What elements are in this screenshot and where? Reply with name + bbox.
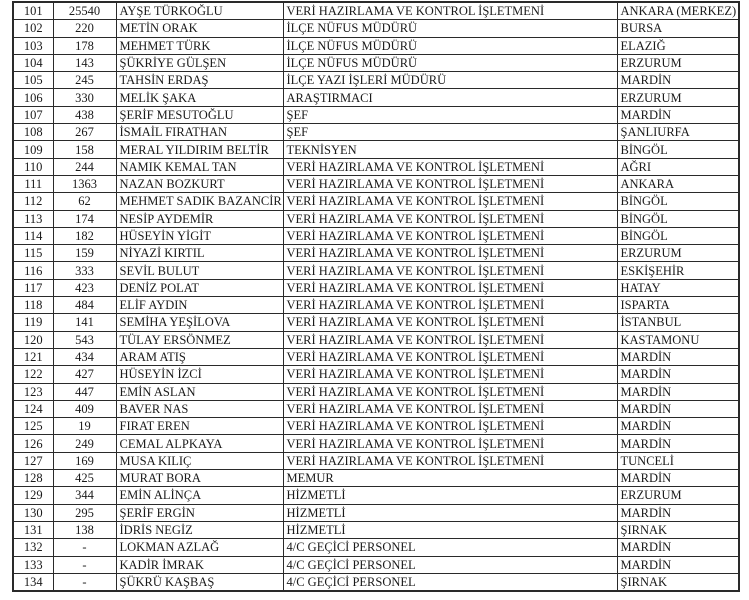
location-cell: MARDİN [617, 383, 739, 400]
job-title-cell: VERİ HAZIRLAMA VE KONTROL İŞLETMENİ [283, 366, 617, 383]
personnel-table [12, 1, 740, 592]
row-number-cell: 129 [13, 487, 53, 504]
full-name-cell: SEMİHA YEŞİLOVA [116, 314, 283, 331]
location-cell: BİNGÖL [617, 193, 739, 210]
location-cell: İSTANBUL [617, 314, 739, 331]
job-title-cell: ŞEF [283, 124, 617, 141]
job-title-cell: VERİ HAZIRLAMA VE KONTROL İŞLETMENİ [283, 279, 617, 296]
table-row [13, 366, 739, 383]
location-cell: ISPARTA [617, 297, 739, 314]
registry-number-cell: 178 [53, 37, 116, 54]
location-cell: MARDİN [617, 435, 739, 452]
full-name-cell: SEVİL BULUT [116, 262, 283, 279]
row-number-cell: 104 [13, 54, 53, 71]
registry-number-cell: 19 [53, 418, 116, 435]
job-title-cell: VERİ HAZIRLAMA VE KONTROL İŞLETMENİ [283, 418, 617, 435]
registry-number-cell: 174 [53, 210, 116, 227]
job-title-cell: VERİ HAZIRLAMA VE KONTROL İŞLETMENİ [283, 227, 617, 244]
row-number-cell: 122 [13, 366, 53, 383]
row-number-cell: 117 [13, 279, 53, 296]
row-number-cell: 119 [13, 314, 53, 331]
registry-number-cell: 244 [53, 158, 116, 175]
table-row [13, 556, 739, 573]
job-title-cell: VERİ HAZIRLAMA VE KONTROL İŞLETMENİ [283, 210, 617, 227]
registry-number-cell: 447 [53, 383, 116, 400]
location-cell: MARDİN [617, 470, 739, 487]
row-number-cell: 103 [13, 37, 53, 54]
row-number-cell: 108 [13, 124, 53, 141]
row-number-cell: 102 [13, 20, 53, 37]
registry-number-cell: 245 [53, 72, 116, 89]
table-row [13, 573, 739, 591]
row-number-cell: 105 [13, 72, 53, 89]
registry-number-cell: 1363 [53, 175, 116, 192]
job-title-cell: İLÇE YAZI İŞLERİ MÜDÜRÜ [283, 72, 617, 89]
location-cell: MARDİN [617, 366, 739, 383]
location-cell: ANKARA [617, 175, 739, 192]
personnel-table-container [12, 1, 738, 592]
full-name-cell: DENİZ POLAT [116, 279, 283, 296]
job-title-cell: VERİ HAZIRLAMA VE KONTROL İŞLETMENİ [283, 383, 617, 400]
registry-number-cell: 169 [53, 452, 116, 469]
table-row [13, 158, 739, 175]
row-number-cell: 130 [13, 504, 53, 521]
row-number-cell: 124 [13, 400, 53, 417]
registry-number-cell: 220 [53, 20, 116, 37]
full-name-cell: NAZAN BOZKURT [116, 175, 283, 192]
job-title-cell: VERİ HAZIRLAMA VE KONTROL İŞLETMENİ [283, 175, 617, 192]
registry-number-cell: 409 [53, 400, 116, 417]
location-cell: ŞIRNAK [617, 521, 739, 538]
table-row [13, 418, 739, 435]
location-cell: BİNGÖL [617, 141, 739, 158]
table-row [13, 297, 739, 314]
row-number-cell: 123 [13, 383, 53, 400]
full-name-cell: ŞERİF ERGİN [116, 504, 283, 521]
registry-number-cell: 295 [53, 504, 116, 521]
table-row [13, 124, 739, 141]
registry-number-cell: 333 [53, 262, 116, 279]
location-cell: MARDİN [617, 539, 739, 556]
job-title-cell: VERİ HAZIRLAMA VE KONTROL İŞLETMENİ [283, 400, 617, 417]
full-name-cell: MERAL YILDIRIM BELTİR [116, 141, 283, 158]
registry-number-cell: 141 [53, 314, 116, 331]
row-number-cell: 106 [13, 89, 53, 106]
job-title-cell: 4/C GEÇİCİ PERSONEL [283, 539, 617, 556]
table-row [13, 262, 739, 279]
job-title-cell: VERİ HAZIRLAMA VE KONTROL İŞLETMENİ [283, 193, 617, 210]
table-row [13, 175, 739, 192]
job-title-cell: VERİ HAZIRLAMA VE KONTROL İŞLETMENİ [283, 435, 617, 452]
registry-number-cell: 330 [53, 89, 116, 106]
row-number-cell: 126 [13, 435, 53, 452]
table-body [13, 2, 739, 591]
job-title-cell: 4/C GEÇİCİ PERSONEL [283, 556, 617, 573]
row-number-cell: 128 [13, 470, 53, 487]
table-row [13, 314, 739, 331]
location-cell: ŞANLIURFA [617, 124, 739, 141]
location-cell: MARDİN [617, 556, 739, 573]
full-name-cell: ŞERİF MESUTOĞLU [116, 106, 283, 123]
row-number-cell: 101 [13, 2, 53, 20]
row-number-cell: 132 [13, 539, 53, 556]
table-row [13, 348, 739, 365]
job-title-cell: TEKNİSYEN [283, 141, 617, 158]
full-name-cell: MURAT BORA [116, 470, 283, 487]
registry-number-cell: 267 [53, 124, 116, 141]
job-title-cell: VERİ HAZIRLAMA VE KONTROL İŞLETMENİ [283, 297, 617, 314]
table-row [13, 72, 739, 89]
registry-number-cell: 249 [53, 435, 116, 452]
row-number-cell: 113 [13, 210, 53, 227]
registry-number-cell: 158 [53, 141, 116, 158]
full-name-cell: ELİF AYDIN [116, 297, 283, 314]
registry-number-cell: 182 [53, 227, 116, 244]
full-name-cell: AYŞE TÜRKOĞLU [116, 2, 283, 20]
location-cell: MARDİN [617, 106, 739, 123]
location-cell: ESKİŞEHİR [617, 262, 739, 279]
row-number-cell: 125 [13, 418, 53, 435]
registry-number-cell: - [53, 539, 116, 556]
full-name-cell: NESİP AYDEMİR [116, 210, 283, 227]
job-title-cell: İLÇE NÜFUS MÜDÜRÜ [283, 37, 617, 54]
registry-number-cell: - [53, 573, 116, 591]
location-cell: ERZURUM [617, 487, 739, 504]
job-title-cell: HİZMETLİ [283, 487, 617, 504]
job-title-cell: VERİ HAZIRLAMA VE KONTROL İŞLETMENİ [283, 158, 617, 175]
table-row [13, 193, 739, 210]
location-cell: ANKARA (MERKEZ) [617, 2, 739, 20]
location-cell: KASTAMONU [617, 331, 739, 348]
table-row [13, 383, 739, 400]
location-cell: BURSA [617, 20, 739, 37]
registry-number-cell: 438 [53, 106, 116, 123]
location-cell: MARDİN [617, 400, 739, 417]
job-title-cell: ARAŞTIRMACI [283, 89, 617, 106]
full-name-cell: ŞÜKRÜ KAŞBAŞ [116, 573, 283, 591]
row-number-cell: 133 [13, 556, 53, 573]
registry-number-cell: 543 [53, 331, 116, 348]
table-row [13, 452, 739, 469]
registry-number-cell: 143 [53, 54, 116, 71]
location-cell: AĞRI [617, 158, 739, 175]
table-row [13, 504, 739, 521]
row-number-cell: 131 [13, 521, 53, 538]
location-cell: ŞIRNAK [617, 573, 739, 591]
full-name-cell: MEHMET SADIK BAZANCİR [116, 193, 283, 210]
location-cell: MARDİN [617, 348, 739, 365]
location-cell: HATAY [617, 279, 739, 296]
row-number-cell: 112 [13, 193, 53, 210]
job-title-cell: ŞEF [283, 106, 617, 123]
location-cell: BİNGÖL [617, 227, 739, 244]
table-row [13, 106, 739, 123]
full-name-cell: EMİN ALİNÇA [116, 487, 283, 504]
registry-number-cell: 427 [53, 366, 116, 383]
registry-number-cell: 484 [53, 297, 116, 314]
table-row [13, 227, 739, 244]
location-cell: MARDİN [617, 418, 739, 435]
row-number-cell: 114 [13, 227, 53, 244]
full-name-cell: TAHSİN ERDAŞ [116, 72, 283, 89]
job-title-cell: HİZMETLİ [283, 504, 617, 521]
table-row [13, 331, 739, 348]
table-row [13, 487, 739, 504]
full-name-cell: HÜSEYİN İZCİ [116, 366, 283, 383]
table-row [13, 210, 739, 227]
row-number-cell: 134 [13, 573, 53, 591]
job-title-cell: VERİ HAZIRLAMA VE KONTROL İŞLETMENİ [283, 2, 617, 20]
row-number-cell: 109 [13, 141, 53, 158]
job-title-cell: VERİ HAZIRLAMA VE KONTROL İŞLETMENİ [283, 245, 617, 262]
job-title-cell: VERİ HAZIRLAMA VE KONTROL İŞLETMENİ [283, 331, 617, 348]
row-number-cell: 118 [13, 297, 53, 314]
row-number-cell: 121 [13, 348, 53, 365]
full-name-cell: METİN ORAK [116, 20, 283, 37]
job-title-cell: VERİ HAZIRLAMA VE KONTROL İŞLETMENİ [283, 452, 617, 469]
location-cell: ERZURUM [617, 245, 739, 262]
job-title-cell: HİZMETLİ [283, 521, 617, 538]
full-name-cell: HÜSEYİN YİGİT [116, 227, 283, 244]
job-title-cell: MEMUR [283, 470, 617, 487]
table-row [13, 279, 739, 296]
job-title-cell: VERİ HAZIRLAMA VE KONTROL İŞLETMENİ [283, 262, 617, 279]
table-row [13, 521, 739, 538]
location-cell: TUNCELİ [617, 452, 739, 469]
row-number-cell: 115 [13, 245, 53, 262]
table-row [13, 245, 739, 262]
location-cell: ERZURUM [617, 89, 739, 106]
registry-number-cell: 25540 [53, 2, 116, 20]
table-row [13, 141, 739, 158]
registry-number-cell: 159 [53, 245, 116, 262]
job-title-cell: VERİ HAZIRLAMA VE KONTROL İŞLETMENİ [283, 314, 617, 331]
registry-number-cell: 434 [53, 348, 116, 365]
full-name-cell: EMİN ASLAN [116, 383, 283, 400]
row-number-cell: 110 [13, 158, 53, 175]
row-number-cell: 111 [13, 175, 53, 192]
full-name-cell: NİYAZİ KIRTIL [116, 245, 283, 262]
table-row [13, 2, 739, 20]
table-row [13, 470, 739, 487]
full-name-cell: ŞÜKRİYE GÜLŞEN [116, 54, 283, 71]
full-name-cell: MEHMET TÜRK [116, 37, 283, 54]
table-row [13, 435, 739, 452]
full-name-cell: KADİR İMRAK [116, 556, 283, 573]
location-cell: BİNGÖL [617, 210, 739, 227]
table-row [13, 89, 739, 106]
registry-number-cell: - [53, 556, 116, 573]
row-number-cell: 127 [13, 452, 53, 469]
job-title-cell: 4/C GEÇİCİ PERSONEL [283, 573, 617, 591]
full-name-cell: LOKMAN AZLAĞ [116, 539, 283, 556]
full-name-cell: NAMIK KEMAL TAN [116, 158, 283, 175]
table-row [13, 37, 739, 54]
location-cell: MARDİN [617, 504, 739, 521]
full-name-cell: İSMAİL FIRATHAN [116, 124, 283, 141]
registry-number-cell: 138 [53, 521, 116, 538]
full-name-cell: CEMAL ALPKAYA [116, 435, 283, 452]
job-title-cell: İLÇE NÜFUS MÜDÜRÜ [283, 20, 617, 37]
registry-number-cell: 423 [53, 279, 116, 296]
registry-number-cell: 344 [53, 487, 116, 504]
registry-number-cell: 425 [53, 470, 116, 487]
location-cell: MARDİN [617, 72, 739, 89]
job-title-cell: İLÇE NÜFUS MÜDÜRÜ [283, 54, 617, 71]
location-cell: ELAZIĞ [617, 37, 739, 54]
table-row [13, 539, 739, 556]
table-row [13, 20, 739, 37]
full-name-cell: BAVER NAS [116, 400, 283, 417]
full-name-cell: TÜLAY ERSÖNMEZ [116, 331, 283, 348]
full-name-cell: FIRAT EREN [116, 418, 283, 435]
table-row [13, 400, 739, 417]
full-name-cell: MELİK ŞAKA [116, 89, 283, 106]
row-number-cell: 120 [13, 331, 53, 348]
row-number-cell: 116 [13, 262, 53, 279]
full-name-cell: MUSA KILIÇ [116, 452, 283, 469]
row-number-cell: 107 [13, 106, 53, 123]
full-name-cell: İDRİS NEGİZ [116, 521, 283, 538]
location-cell: ERZURUM [617, 54, 739, 71]
full-name-cell: ARAM ATIŞ [116, 348, 283, 365]
job-title-cell: VERİ HAZIRLAMA VE KONTROL İŞLETMENİ [283, 348, 617, 365]
registry-number-cell: 62 [53, 193, 116, 210]
table-row [13, 54, 739, 71]
